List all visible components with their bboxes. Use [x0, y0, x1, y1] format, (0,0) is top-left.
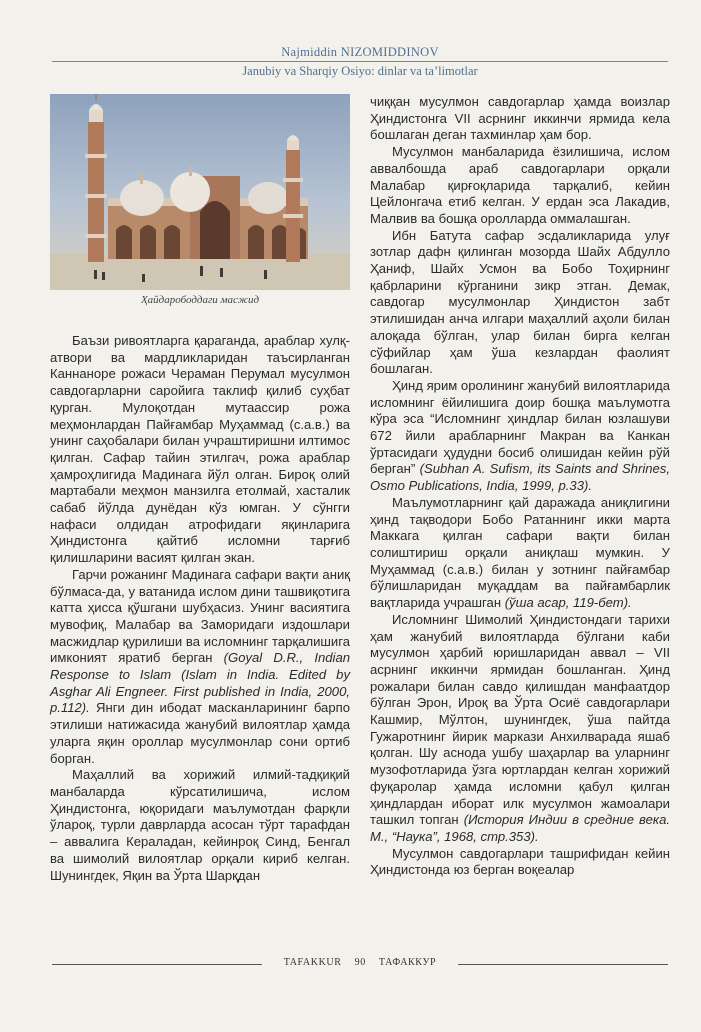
- paragraph: [370, 612, 670, 846]
- paragraph-text: Янги дин ибодат масканларининг барпо этилиши натижасида жанубий вилоятлар ҳамда уларга яқин ороллар мусулмонлар сони ортиб борган.: [50, 700, 350, 766]
- page-number: 90: [354, 957, 366, 968]
- citation: (Subhan A. Sufism, its Saints and Shrines, Osmo Publications, India, 1999, p.33).: [370, 461, 670, 494]
- header-title: Janubiy va Sharqiy Osiyo: dinlar va ta’limotlar: [242, 64, 478, 78]
- paragraph: чиққан мусулмон савдогарлар ҳамда воизлар Ҳиндистонга VII асрнинг иккинчи ярмида кела бошлаган деган тахминлар ҳам бор.: [370, 94, 670, 143]
- paragraph: Мусулмон савдогарлари ташрифидан кейин Ҳиндистонда юз берган воқеалар: [370, 845, 670, 878]
- mosque-photo: [50, 94, 350, 290]
- paragraph: [370, 495, 670, 612]
- mosque-illustration: [50, 94, 350, 290]
- running-head: [52, 44, 668, 79]
- paragraph: [370, 378, 670, 495]
- right-column: [370, 94, 670, 879]
- paragraph: Баъзи ривоятларга қараганда, араблар хулқ-атвори ва мардликларидан таъсирланган Каннаноре рожаси Чераман Перумал мусулмон савдогарларни саройига таклиф қилиб суҳбат қурган. Мулоқотдан мутаассир рожа меҳмонлардан Пайғамбар Муҳаммад (с.а.в.) ва унинг саҳобалари билан учраштиришни илтимос қилган. Сафар тайин этилгач, рожа араблар ҳамроҳлигида Мадинага йўл олган. Бироқ олий мартабали меҳмон манзилга етолмай, хасталик сабаб йўлда дунёдан кўз юмган. У сўнгги нафаси олдидан атрофидаги яқинларига Ҳиндистонга қайтиб исломни тарғиб қилишларини васият қилган экан.: [50, 333, 350, 566]
- page-footer: [52, 957, 668, 973]
- citation: (Goyal D.R., Indian Response to Islam (Islam in India. Edited by Asghar Ali Engneer. First published in India, 2000, p.112).: [50, 650, 351, 716]
- left-column: [50, 94, 350, 884]
- paragraph: Маҳаллий ва хорижий илмий-тадқиқий манбаларда кўрсатилишича, ислом Ҳиндистонга, юқоридаги маълумотдан фарқли ўлароқ, турли даврларда асосан тўрт тарафдан – аввалига Кераладан, кейинроқ Синд, Бенгал ва шимолий вилоятлар орқали кириб келган. Шунингдек, Яқин ва Ўрта Шарқдан: [50, 767, 350, 883]
- paragraph: Ибн Батута сафар эсдаликларида улуғ зотлар дафн қилинган мозорда Шайх Абдулло Ҳаниф, Шайх Усмон ва Бобо Тоҳирнинг қабрларини кўрганини зикр этган. Демак, савдогар мусулмонлар Ҳиндистон забт этилишидан анча илгари маҳаллий аҳоли билан алоқада бўлган, улар билан бирга келган сўфийлар ҳам ўша кезлардан фаолият бошлаган.: [370, 227, 670, 377]
- paragraph-text: Ҳинд ярим оролининг жанубий вилоятларида исломнинг ёйилишига доир бошқа маълумотга кўра эса “Исломнинг ҳиндлар билан юзлашуви 672 йили арабларнинг Макран ва Канкан ўртасидаги ҳудудни босиб олишидан кейин рўй берган”: [370, 377, 670, 477]
- photo-caption: Ҳайдарободдаги масжид: [140, 294, 260, 306]
- paragraph: Мусулмон манбаларида ёзилишича, ислом аввалбошда араб савдогарлари орқали Малабар қирғоқларида тарқалиб, кейин Цейлонгача етиб келган. У ердан эса Лакадив, Малвив ва бошқа оролларда оммалашган.: [370, 144, 670, 226]
- citation: (История Индии в средние века. М., “Наука”, 1968, стр.353).: [370, 812, 670, 844]
- paragraph-text: Исломнинг Шимолий Ҳиндистондаги тарихи ҳам жанубий вилоятларда бўлгани каби мусулмон ҳарбий юришларидан аввал – VII асрнинг иккинчи ярмидан бошланган. Ҳинд рожалари билан савдо қилишдан манфаатдор бўлган Эрон, Ироқ ва Ўрта Осиё савдогарлари Кашмир, Мўлтон, шунингдек, ўша пайтда Гужаротнинг йирик маркази Анхилварада яшаб қолган. Шу аснода ушбу шаҳарлар ва уларнинг музофотларида ўзга юртлардан келган хорижий фуқаролар ҳамда исломни қабул қилган ҳиндлардан иборат илк мусулмон жамоалари ташкил топган: [370, 611, 670, 828]
- footer-journal-cyrillic: ТАФАККУР: [378, 957, 437, 968]
- footer-text: [52, 957, 668, 968]
- header-author: Najmiddin NIZOMIDDINOV: [281, 45, 439, 59]
- paragraph-text: Гарчи рожанинг Мадинага сафари вақти аниқ бўлмаса-да, у ватанида ислом дини ташвиқотига катта ҳисса қўшгани шубҳасиз. Унинг васиятига мувофиқ, Малабар ва Заморидаги издошлари масжидлар қурилиши ва исломнинг тарқалишига имконият яратиб берган: [50, 566, 350, 666]
- citation: (ўша асар, 119-бет).: [504, 595, 632, 611]
- header-rule: [52, 61, 668, 62]
- paragraph-text: Маълумотларнинг қай даражада аниқлигини ҳинд тақводори Бобо Ратаннинг икки марта Маккага қилган сафари вақти билан солиштириш орқали аниқлаш мумкин. У Муҳаммад (с.а.в.) билан у зотнинг пайғамбар бўлишларидан муқаддам ва пайғамбарлик вақтларида учрашган: [370, 494, 670, 611]
- paragraph: [50, 567, 350, 767]
- footer-journal-latin: TAFAKKUR: [283, 957, 342, 968]
